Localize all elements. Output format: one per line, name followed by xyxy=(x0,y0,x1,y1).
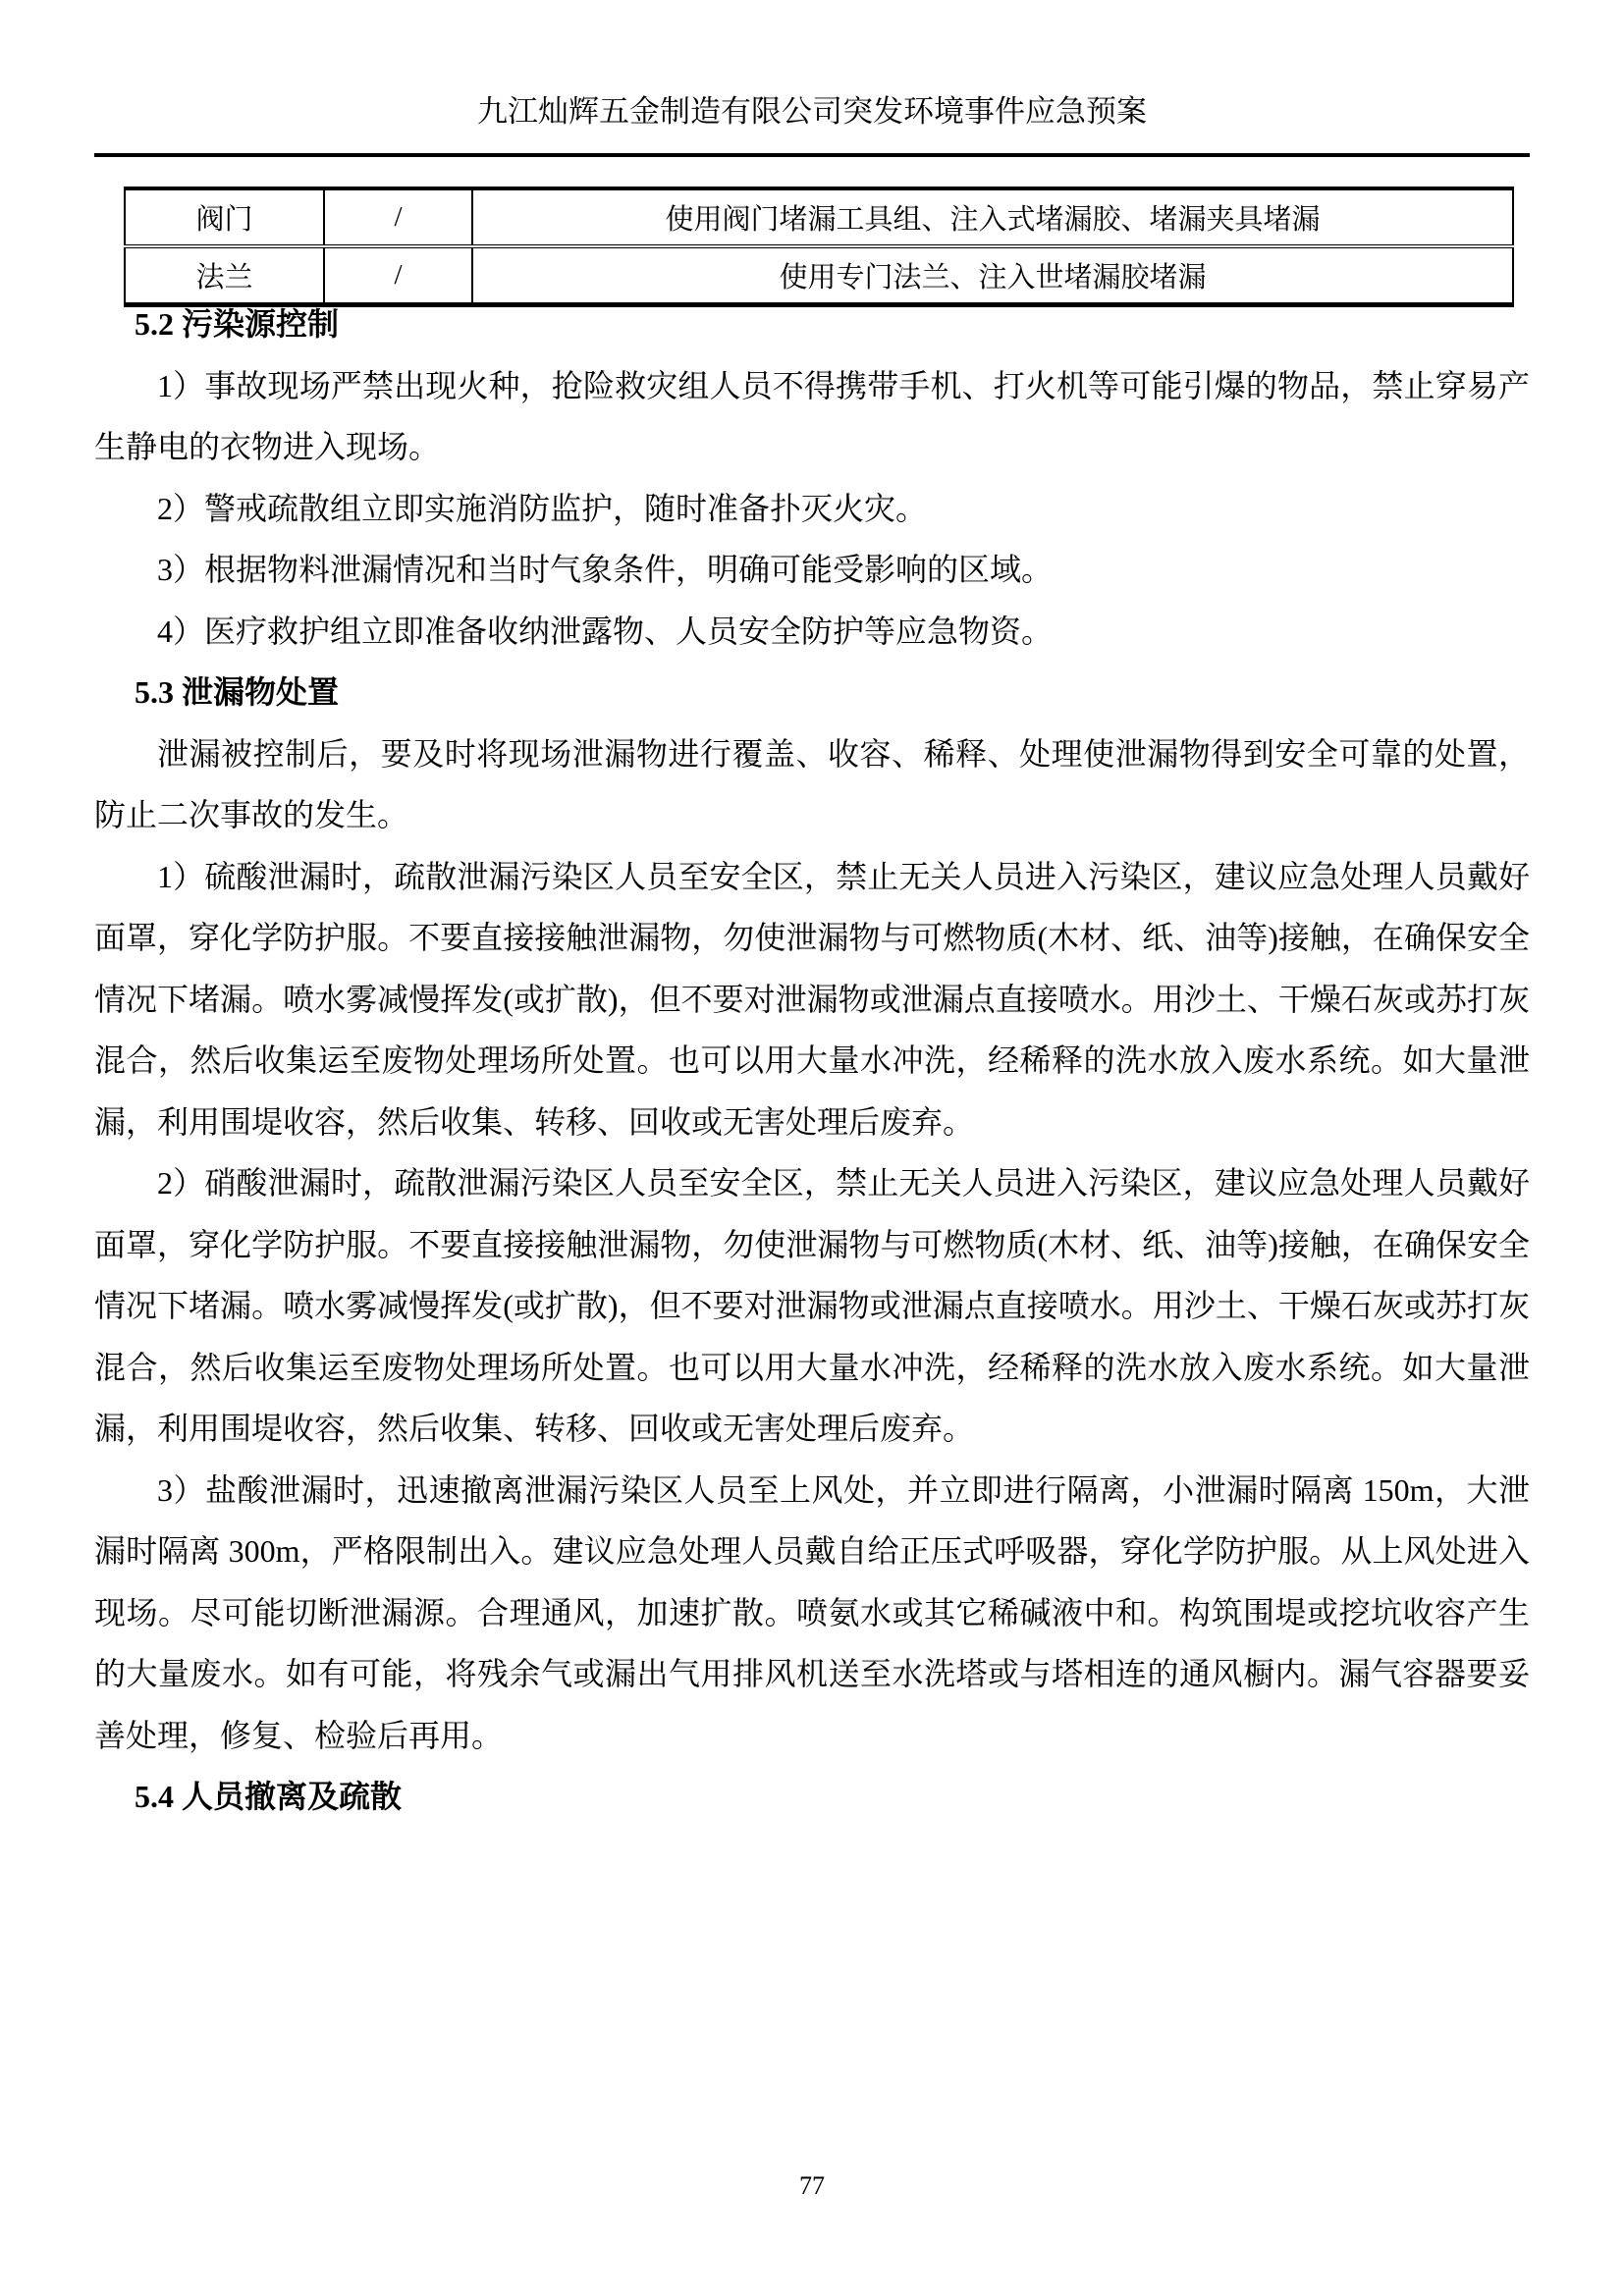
paragraph: 2）警戒疏散组立即实施消防监护，随时准备扑灭火灾。 xyxy=(157,490,928,526)
document-header-title: 九江灿辉五金制造有限公司突发环境事件应急预案 xyxy=(477,94,1147,129)
spec-cell: / xyxy=(324,188,472,246)
paragraph: 3）根据物料泄漏情况和当时气象条件，明确可能受影响的区域。 xyxy=(157,552,1054,587)
method-cell: 使用阀门堵漏工具组、注入式堵漏胶、堵漏夹具堵漏 xyxy=(472,188,1513,246)
method-cell: 使用专门法兰、注入世堵漏胶堵漏 xyxy=(472,246,1513,305)
paragraph: 1）事故现场严禁出现火种，抢险救灾组人员不得携带手机、打火机等可能引爆的物品，禁止穿易产生静电的衣物进入现场。 xyxy=(94,367,1530,464)
leak-plugging-methods-table xyxy=(124,187,1514,307)
paragraph: 1）硫酸泄漏时，疏散泄漏污染区人员至安全区，禁止无关人员进入污染区，建议应急处理人员戴好面罩，穿化学防护服。不要直接接触泄漏物，勿使泄漏物与可燃物质(木材、纸、油等)接触，在确保安全情况下堵漏。喷水雾减慢挥发(或扩散)，但不要对泄漏物或泄漏点直接喷水。用沙土、干燥石灰或苏打灰混合，然后收集运至废物处理场所处置。也可以用大量水冲洗，经稀释的洗水放入废水系统。如大量泄漏，利用围堤收容，然后收集、转移、回收或无害处理后废弃。 xyxy=(94,858,1530,1140)
paragraph: 泄漏被控制后，要及时将现场泄漏物进行覆盖、收容、稀释、处理使泄漏物得到安全可靠的处置，防止二次事故的发生。 xyxy=(94,735,1530,832)
paragraph: 4）医疗救护组立即准备收纳泄露物、人员安全防护等应急物资。 xyxy=(157,613,1054,649)
paragraph: 2）硝酸泄漏时，疏散泄漏污染区人员至安全区，禁止无关人员进入污染区，建议应急处理人员戴好面罩，穿化学防护服。不要直接接触泄漏物，勿使泄漏物与可燃物质(木材、纸、油等)接触，在确保安全情况下堵漏。喷水雾减慢挥发(或扩散)，但不要对泄漏物或泄漏点直接喷水。用沙土、干燥石灰或苏打灰混合，然后收集运至废物处理场所处置。也可以用大量水冲洗，经稀释的洗水放入废水系统。如大量泄漏，利用围堤收容，然后收集、转移、回收或无害处理后废弃。 xyxy=(94,1165,1530,1446)
section-heading-5-4: 5.4 人员撤离及疏散 xyxy=(135,1779,403,1814)
page-number: 77 xyxy=(799,2171,825,2200)
equipment-cell: 阀门 xyxy=(125,188,324,246)
section-heading-5-3: 5.3 泄漏物处置 xyxy=(135,674,340,710)
document-body xyxy=(94,294,1530,1828)
paragraph: 3）盐酸泄漏时，迅速撤离泄漏污染区人员至上风处，并立即进行隔离，小泄漏时隔离 150m，大泄漏时隔离 300m，严格限制出入。建议应急处理人员戴自给正压式呼吸器，穿化学防护服。从上风处进入现场。尽可能切断泄漏源。合理通风，加速扩散。喷氨水或其它稀碱液中和。构筑围堤或挖坑收容产生的大量废水。如有可能，将残余气或漏出气用排风机送至水洗塔或与塔相连的通风橱内。漏气容器要妥善处理，修复、检验后再用。 xyxy=(94,1471,1530,1753)
equipment-cell: 法兰 xyxy=(125,246,324,305)
section-heading-5-2: 5.2 污染源控制 xyxy=(135,306,340,342)
spec-cell: / xyxy=(324,246,472,305)
header-divider xyxy=(94,153,1530,157)
table-row xyxy=(125,188,1513,246)
